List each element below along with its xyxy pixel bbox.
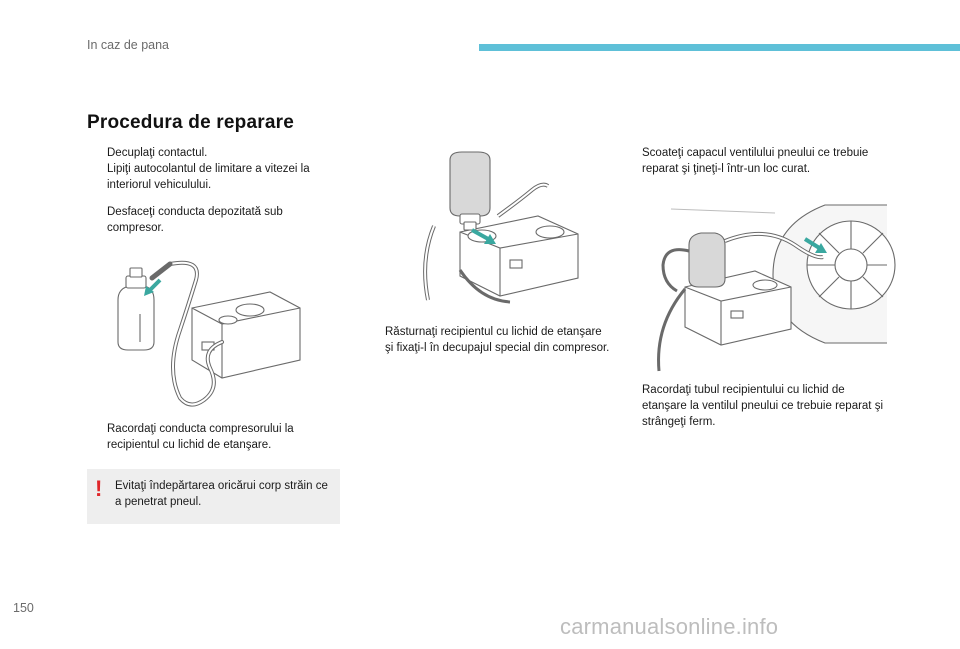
warning-text: Evitaţi îndepărtarea oricărui corp străin ce a penetrat pneul. bbox=[115, 480, 328, 508]
step-turn-off-ignition bbox=[87, 145, 332, 161]
warning-icon: ! bbox=[95, 476, 103, 501]
illustration-inverted-bottle bbox=[420, 150, 590, 310]
section-title: Procedura de reparare bbox=[87, 112, 294, 133]
step-text: Desfaceţi conducta depozitată sub compresor. bbox=[107, 206, 283, 234]
step-text: Lipiţi autocolantul de limitare a vitezei la interiorul vehiculului. bbox=[107, 163, 310, 191]
step-speed-sticker bbox=[87, 161, 332, 193]
watermark: carmanualsonline.info bbox=[560, 614, 779, 639]
step-text: Răsturnaţi recipientul cu lichid de etanşare şi fixaţi-l în decupajul special din compresor. bbox=[385, 326, 610, 354]
illustration-compressor-bottle bbox=[110, 250, 320, 410]
illustration-tyre-connection bbox=[655, 205, 887, 375]
step-invert-bottle bbox=[365, 324, 610, 356]
step-text: Racordaţi tubul recipientului cu lichid de etanşare la ventilul pneului ce trebuie reparat şi strângeţi ferm. bbox=[642, 384, 884, 428]
header-accent-bar bbox=[479, 44, 960, 51]
step-text: Racordaţi conducta compresorului la recipientul cu lichid de etanşare. bbox=[107, 423, 294, 451]
step-text: Decuplaţi contactul. bbox=[107, 147, 208, 159]
warning-box bbox=[87, 469, 340, 524]
step-text: Scoateţi capacul ventilului pneului ce trebuie reparat şi ţineţi-l într-un loc curat. bbox=[642, 147, 869, 175]
step-connect-hose bbox=[87, 421, 332, 453]
step-connect-valve bbox=[622, 382, 887, 430]
step-unwind-hose bbox=[87, 204, 312, 236]
step-remove-valve-cap bbox=[622, 145, 887, 177]
page-number: 150 bbox=[13, 601, 34, 615]
running-header: In caz de pana bbox=[87, 38, 170, 52]
